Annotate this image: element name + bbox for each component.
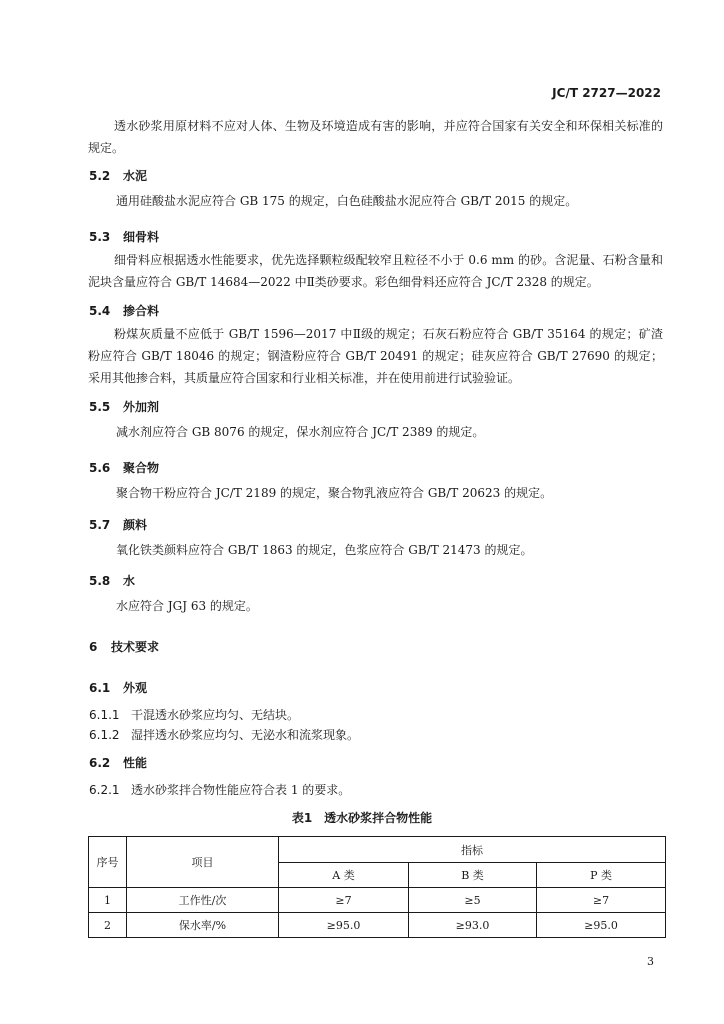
row-seq: 2 bbox=[89, 913, 127, 938]
section-number: 5.5 bbox=[89, 400, 111, 414]
section-text-5-7: 氧化铁类颜料应符合 GB/T 1863 的规定，色浆应符合 GB/T 21473 的规定。 bbox=[116, 543, 533, 557]
clause-text: 干混透水砂浆应均匀、无结块。 bbox=[131, 708, 300, 722]
row-b: ≥93.0 bbox=[409, 913, 537, 938]
section-title: 细骨料 bbox=[123, 230, 160, 244]
section-title: 技术要求 bbox=[111, 640, 160, 654]
section-heading-5-3 bbox=[89, 228, 159, 245]
section-number: 5.3 bbox=[89, 230, 111, 244]
section-title: 外加剂 bbox=[123, 400, 160, 414]
section-text-5-4: 粉煤灰质量不应低于 GB/T 1596—2017 中Ⅱ级的规定；石灰石粉应符合 GB/T 35164 的规定；矿渣粉应符合 GB/T 18046 的规定；钢渣粉应符合 GB/T 20491 的规定；硅灰应符合 GB/T 27690 的规定；采用其他掺合料，其质量应符合国家和行业相关标准，并在使用前进行试验验证。 bbox=[88, 327, 663, 385]
section-number: 6 bbox=[89, 640, 98, 654]
section-text-5-2: 通用硅酸盐水泥应符合 GB 175 的规定，白色硅酸盐水泥应符合 GB/T 2015 的规定。 bbox=[116, 194, 578, 208]
row-p: ≥7 bbox=[537, 888, 666, 913]
section-text-5-6: 聚合物干粉应符合 JC/T 2189 的规定，聚合物乳液应符合 GB/T 20623 的规定。 bbox=[116, 486, 553, 500]
header-seq: 序号 bbox=[89, 837, 127, 888]
section-title: 水 bbox=[123, 574, 136, 588]
intro-paragraph: 透水砂浆用原材料不应对人体、生物及环境造成有害的影响，并应符合国家有关安全和环保相关标准的规定。 bbox=[88, 119, 663, 155]
clause-6-1-2 bbox=[89, 726, 359, 743]
section-title: 性能 bbox=[123, 756, 148, 770]
section-title: 掺合料 bbox=[123, 304, 160, 318]
header-class-p: P 类 bbox=[537, 863, 666, 888]
row-b: ≥5 bbox=[409, 888, 537, 913]
section-number: 6.1 bbox=[89, 681, 111, 695]
section-heading-5-8 bbox=[89, 572, 135, 589]
chapter-heading-6 bbox=[89, 638, 159, 655]
section-heading-5-4 bbox=[89, 302, 159, 319]
mortar-properties-table bbox=[88, 836, 666, 938]
section-heading-5-7 bbox=[89, 516, 147, 533]
clause-number: 6.1.2 bbox=[89, 728, 120, 742]
section-title: 颜料 bbox=[123, 518, 148, 532]
table-caption: 表1 透水砂浆拌合物性能 bbox=[291, 811, 433, 825]
header-class-a: A 类 bbox=[279, 863, 409, 888]
section-heading-5-2 bbox=[89, 167, 147, 184]
section-title: 水泥 bbox=[123, 169, 148, 183]
clause-6-2-1 bbox=[89, 781, 350, 798]
section-heading-6-1 bbox=[89, 679, 147, 696]
page-number: 3 bbox=[647, 955, 654, 968]
clause-text: 湿拌透水砂浆应均匀、无泌水和流浆现象。 bbox=[131, 728, 360, 742]
section-number: 6.2 bbox=[89, 756, 111, 770]
clause-text: 透水砂浆拌合物性能应符合表 1 的要求。 bbox=[131, 783, 351, 797]
section-number: 5.7 bbox=[89, 518, 111, 532]
table-row bbox=[89, 913, 666, 938]
section-number: 5.6 bbox=[89, 461, 111, 475]
header-class-b: B 类 bbox=[409, 863, 537, 888]
row-p: ≥95.0 bbox=[537, 913, 666, 938]
section-text-5-5: 减水剂应符合 GB 8076 的规定，保水剂应符合 JC/T 2389 的规定。 bbox=[116, 425, 485, 439]
section-heading-5-5 bbox=[89, 398, 159, 415]
row-item: 工作性/次 bbox=[127, 888, 279, 913]
section-title: 聚合物 bbox=[123, 461, 160, 475]
row-a: ≥95.0 bbox=[279, 913, 409, 938]
row-item: 保水率/% bbox=[127, 913, 279, 938]
section-number: 5.2 bbox=[89, 169, 111, 183]
clause-number: 6.1.1 bbox=[89, 708, 120, 722]
header-index: 指标 bbox=[279, 837, 666, 863]
table-row bbox=[89, 888, 666, 913]
section-number: 5.8 bbox=[89, 574, 111, 588]
section-heading-5-6 bbox=[89, 459, 159, 476]
section-number: 5.4 bbox=[89, 304, 111, 318]
row-a: ≥7 bbox=[279, 888, 409, 913]
section-title: 外观 bbox=[123, 681, 148, 695]
section-text-5-3: 细骨料应根据透水性能要求，优先选择颗粒级配较窄且粒径不小于 0.6 mm 的砂。含泥量、石粉含量和泥块含量应符合 GB/T 14684—2022 中Ⅱ类砂要求。彩色细骨料还应符合 JC/T 2328 的规定。 bbox=[88, 253, 663, 289]
clause-6-1-1 bbox=[89, 706, 299, 723]
section-text-5-8: 水应符合 JGJ 63 的规定。 bbox=[116, 599, 258, 613]
section-heading-6-2 bbox=[89, 754, 147, 771]
clause-number: 6.2.1 bbox=[89, 783, 120, 797]
document-code: JC/T 2727—2022 bbox=[552, 86, 661, 100]
header-item: 项目 bbox=[127, 837, 279, 888]
row-seq: 1 bbox=[89, 888, 127, 913]
